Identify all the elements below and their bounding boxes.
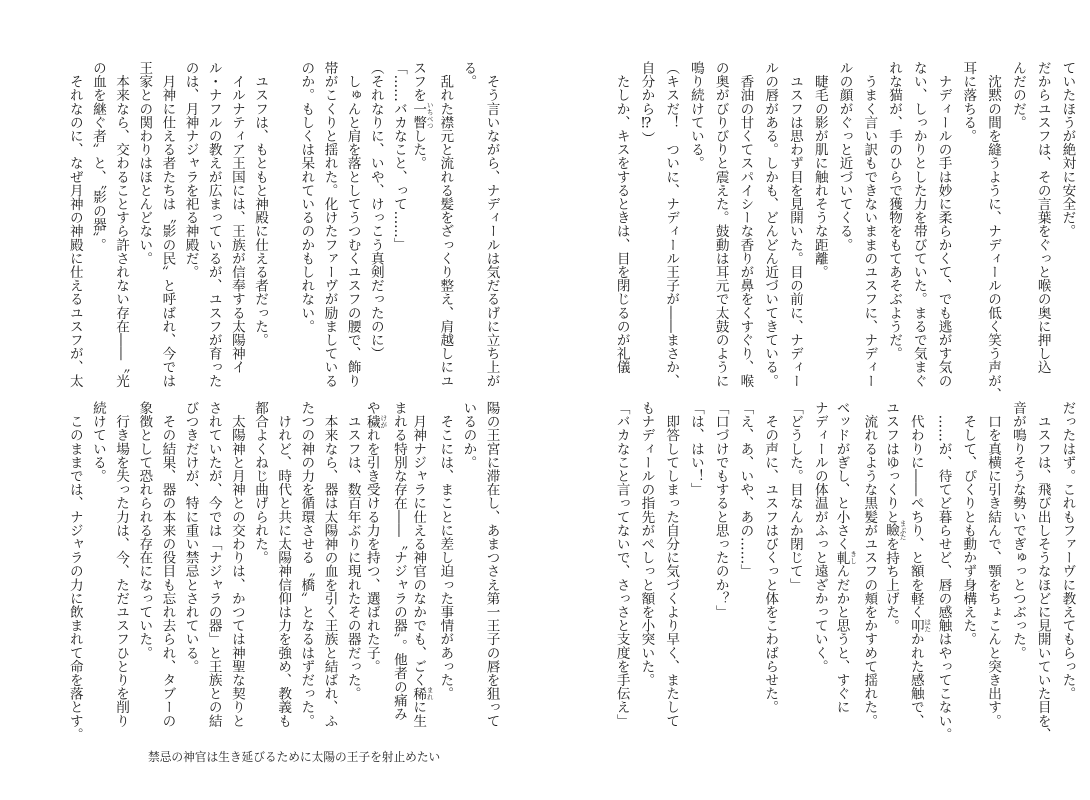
- ruby-base: 一瞥: [410, 101, 427, 130]
- text-line: そこには、まことに差し迫った事情があった。: [437, 401, 454, 701]
- ruby-base: 穢: [363, 414, 380, 429]
- text-line: だからユスフは、その言葉をぐっと喉の奥に押し込: [1034, 61, 1051, 374]
- text-line: されていたが、今では「ナジャラの器」と王族との結: [205, 401, 222, 728]
- text-line: もナディールの指先がぺしっと額を小突いた。: [638, 401, 655, 687]
- text-line: うまく言い訳もできないままのユスフに、ナディー: [861, 61, 878, 388]
- ruby-reading: きし: [848, 550, 857, 565]
- text-line: たしか、キスをするときは、目を閉じるのが礼儀: [613, 61, 630, 374]
- text-line: その声に、ユスフはびくっと体をこわばらせた。: [762, 401, 779, 714]
- text-line: しゅんと肩を落としてうつむくユスフの腰で、飾り: [344, 61, 361, 388]
- text-line: 象徴として恐れられる存在になっていた。: [136, 401, 153, 660]
- text-line: ナディールの手は妙に柔らかくて、でも逃がす気の: [935, 61, 952, 388]
- text-line: 沈黙の間を縫うように、ナディールの低く笑う声が、: [985, 61, 1002, 401]
- text-line: 月神に仕える者たちは〝影の民〟と呼ばれ、今では: [159, 61, 176, 388]
- text-line: ルの顔がぐっと近づいてくる。: [836, 61, 853, 252]
- text-line: 乱れた襟元と流れる髪をざっくり整え、肩越しにユ: [437, 61, 454, 388]
- text-line: 自分から⁉）: [638, 61, 655, 145]
- text-line: （キスだ！ ついに、ナディール王子が――まさか、: [663, 61, 680, 388]
- text-line: （それなりに、いや、けっこう真剣だったのに）: [367, 61, 384, 361]
- right-page-lower-text-block: [609, 401, 1080, 741]
- text-line: 口を真横に引き結んで、顎をちょこんと突き出す。: [985, 401, 1002, 728]
- ruby-word: [363, 414, 387, 429]
- text-line: ……が、待てど暮らせど、唇の感触はやってこない。: [935, 401, 952, 741]
- text-line: [364, 401, 387, 733]
- text-line: [906, 401, 931, 733]
- text-line: びつきだけが、特に重い禁忌とされている。: [182, 401, 199, 673]
- text-run: を持ち上げた。: [883, 537, 900, 633]
- text-line: そう言いながら、ナディールは気だるげに立ち上が: [483, 61, 500, 388]
- text-line: ルの唇がある。しかも、どんどん近づいてきている。: [762, 61, 779, 388]
- text-line: のか。もしくは呆れているのかもしれない。: [298, 61, 315, 333]
- text-line: 陽の王宮に滞在し、あまつさえ第一王子の唇を狙って: [483, 401, 500, 728]
- text-line: だったはず。これもファーヴに教えてもらった。: [1059, 401, 1076, 701]
- text-line: の奥がびりびりと震えた。鼓動は耳元で太鼓のように: [712, 61, 729, 388]
- text-line: このままでは、ナジャラの力に飲まれて命を落とす。: [66, 401, 83, 741]
- text-run: した。: [410, 129, 427, 170]
- text-line: それなのに、なぜ月神の神殿に仕えるユスフが、太: [66, 61, 83, 388]
- text-line: ユスフは、飛び出しそうなほどに見開いていた目を、: [1034, 401, 1051, 741]
- text-line: ユスフは思わず目を見開いた。目の前に、ナディー: [786, 61, 803, 388]
- text-run: 月神ナジャラに仕える神官のなかでも、ごく: [410, 401, 427, 687]
- ruby-word: [883, 520, 907, 541]
- ruby-reading: けが: [378, 414, 387, 429]
- text-run: や: [363, 401, 380, 415]
- text-line: 「は、はい！」: [687, 401, 704, 497]
- ruby-base: 稀: [410, 686, 427, 701]
- text-line: 音が鳴りそうな勢いでぎゅっとつぶった。: [1009, 401, 1026, 660]
- text-line: の血を継ぐ者〟と、〝影の器〟。: [89, 61, 106, 252]
- text-run: 代わりに――ぺちり、と額を軽く: [907, 401, 924, 619]
- left-page-upper-text-block: [63, 61, 503, 393]
- text-line: ない、しっかりとした力を帯びていた。まるで気まぐ: [910, 61, 927, 388]
- text-line: れな猫が、手のひらで獲物をもてあそぶようだ。: [886, 61, 903, 361]
- text-line: 王家との関わりはほとんどない。: [136, 61, 153, 265]
- left-page-lower-text-block: [63, 401, 503, 741]
- text-run: れを引き受ける力を持つ、選ばれた子。: [363, 428, 380, 674]
- text-line: そして、ぴくりとも動かず身構えた。: [960, 401, 977, 646]
- text-run: かれた感触で、: [907, 632, 924, 728]
- text-line: [410, 401, 433, 733]
- text-line: まれる特別な存在――〝ナジャラの器〟。他者の痛み: [390, 401, 407, 721]
- text-line: 帯がこくりと揺れた。化けたファーヴが励ましている: [321, 61, 338, 388]
- right-page: [545, 0, 1090, 800]
- running-footer-book-title: 禁忌の神官は生き延びるために太陽の王子を射止めたい: [148, 750, 441, 764]
- ruby-word: [410, 686, 434, 701]
- text-line: ル・ナフルの教えが広まっているが、ユスフが育った: [205, 61, 222, 388]
- text-run: に生: [410, 700, 427, 728]
- text-line: のは、月神ナジャラを祀る神殿だ。: [182, 61, 199, 279]
- text-line: 「バカなこと言ってないで、さっさと支度を手伝え」: [613, 401, 630, 728]
- text-line: んだのだ。: [1009, 61, 1026, 129]
- text-line: 行き場を失った力は、今、ただユスフひとりを削り: [113, 401, 130, 728]
- text-line: 本来なら、器は太陽神の血を引く王族と結ばれ、ふ: [321, 401, 338, 728]
- text-line: ナディールの体温がふっと遠ざかっていく。: [811, 401, 828, 673]
- text-line: 香油の甘くてスパイシーな香りが鼻をくすぐり、喉: [737, 61, 754, 388]
- text-line: 「……バカなこと、って……」: [390, 61, 407, 252]
- ruby-word: [410, 101, 434, 130]
- ruby-reading: まれ: [425, 686, 434, 701]
- ruby-reading: まぶた: [898, 520, 907, 541]
- text-line: 「どうした。目なんか閉じて」: [786, 401, 803, 592]
- ruby-base: 軋: [833, 550, 850, 565]
- text-line: 都合よくねじ曲げられた。: [252, 401, 269, 565]
- text-line: [410, 61, 433, 393]
- text-run: んだかと思うと、すぐに: [833, 564, 850, 714]
- ruby-base: 叩: [907, 618, 924, 633]
- text-run: ベッドがぎし、と小さく: [833, 401, 850, 551]
- text-line: けれど、時代と共に太陽神信仰は力を強め、教義も: [275, 401, 292, 728]
- text-line: 「え、あ、いや、あの……」: [737, 401, 754, 578]
- ruby-reading: いちべつ: [425, 101, 434, 130]
- text-line: ていたほうが絶対に安全だ。: [1059, 61, 1076, 238]
- ruby-word: [833, 550, 857, 565]
- ruby-word: [907, 618, 931, 633]
- text-line: いるのか。: [460, 401, 477, 469]
- ruby-reading: はた: [922, 618, 931, 633]
- right-page-upper-text-block: [609, 61, 1080, 401]
- text-line: 流れるような黒髪がユスフの頬をかすめて揺れた。: [861, 401, 878, 728]
- text-line: イルナティア王国には、王族が信奉する太陽神イ: [228, 61, 245, 374]
- text-line: ユスフは、数百年ぶりに現れたその器だった。: [344, 401, 361, 701]
- text-line: 続けている。: [89, 401, 106, 483]
- text-line: ユスフは、もともと神殿に仕える者だった。: [252, 61, 269, 347]
- text-line: 鳴り続けている。: [687, 61, 704, 170]
- text-run: スフを: [410, 61, 427, 102]
- text-line: 睫毛の影が肌に触れそうな距離。: [811, 61, 828, 279]
- text-line: 耳に落ちる。: [960, 61, 977, 143]
- text-line: 太陽神と月神との交わりは、かつては神聖な契りと: [228, 401, 245, 728]
- ruby-base: 瞼: [883, 520, 900, 541]
- text-line: る。: [460, 61, 477, 89]
- text-line: 即答してしまった自分に気づくより早く、またして: [663, 401, 680, 728]
- text-line: その結果、器の本来の役目も忘れ去られ、タブーの: [159, 401, 176, 728]
- text-run: ユスフはゆっくりと: [883, 401, 900, 524]
- text-line: 本来なら、交わることすら許されない存在――〝光: [113, 61, 130, 388]
- scene-break: [271, 61, 294, 393]
- text-line: 「口づけでもすると思ったのか？」: [712, 401, 729, 619]
- text-line: [832, 401, 857, 733]
- text-line: たつの神の力を循環させる〝橋〟となるはずだった。: [298, 401, 315, 728]
